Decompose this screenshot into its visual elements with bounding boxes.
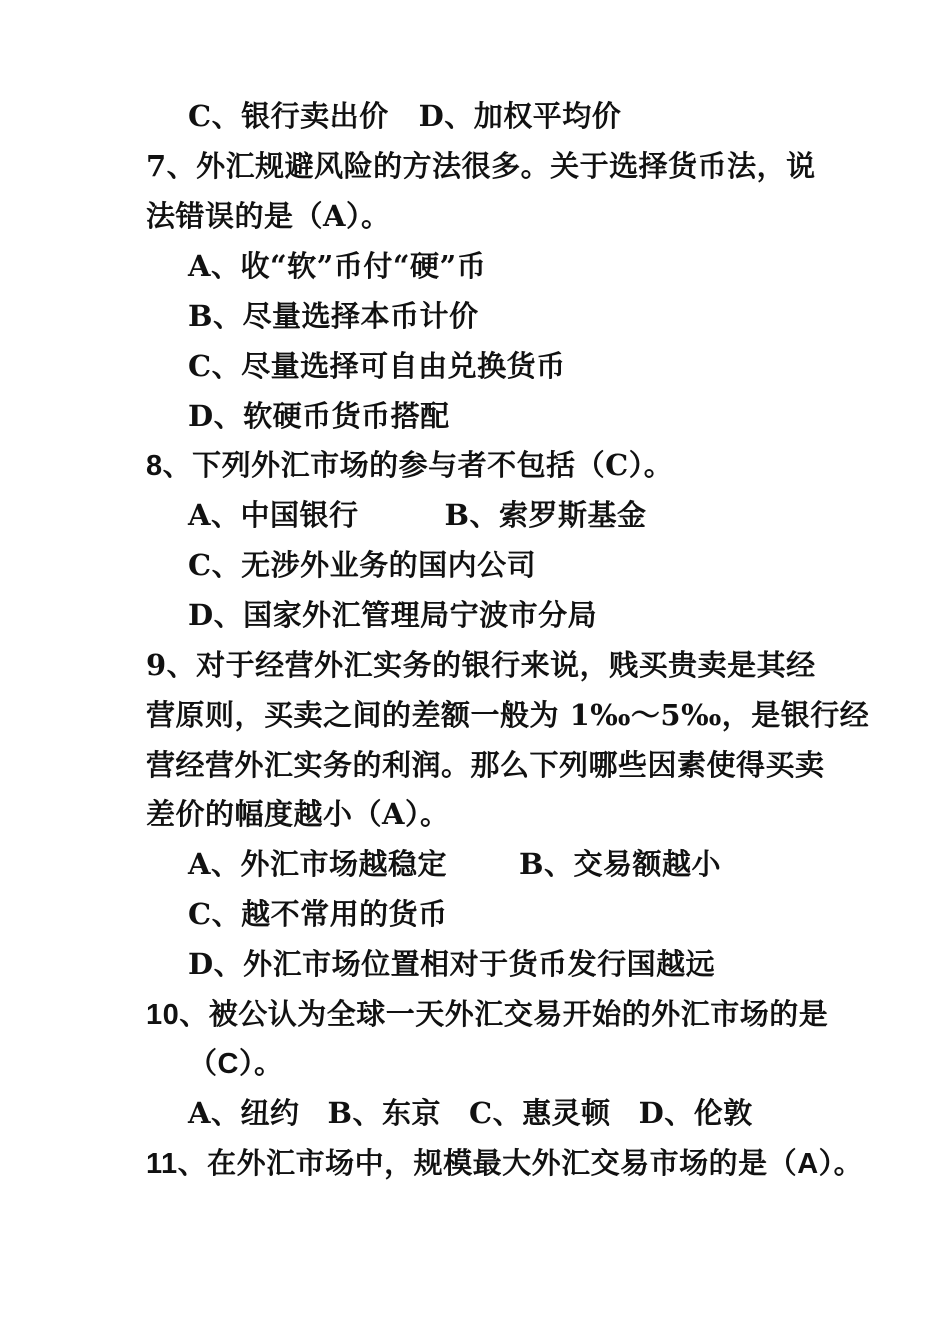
q6-option-d: D、加权平均价 <box>418 99 622 133</box>
q7-option-b: B、尽量选择本币计价 <box>188 299 479 333</box>
q8-option-a: A、中国银行 <box>188 498 359 532</box>
q9-option-d: D、外汇市场位置相对于货币发行国越远 <box>188 947 716 981</box>
q10-option-b: B、东京 <box>327 1096 442 1130</box>
q9-question-line4: 差价的幅度越小（A）。 <box>146 797 450 831</box>
q10-option-a: A、纽约 <box>188 1096 300 1130</box>
q10-text: 、被公认为全球一天外汇交易开始的外汇市场的是 <box>179 997 829 1031</box>
q9-options-ab <box>188 844 721 884</box>
q9-option-c: C、越不常用的货币 <box>188 897 448 931</box>
q8-option-b: B、索罗斯基金 <box>444 498 647 532</box>
q9-question-line2: 营原则，买卖之间的差额一般为 1‰～5‰，是银行经 <box>146 698 870 732</box>
q10-option-d: D、伦敦 <box>638 1096 753 1130</box>
q10-answer: C <box>217 1048 239 1080</box>
q9-option-a: A、外汇市场越稳定 <box>188 847 448 881</box>
q8-number: 8 <box>146 450 163 482</box>
q10-answer-close: ）。 <box>238 1046 284 1080</box>
q10-number: 10 <box>146 999 180 1031</box>
q11-text-b: ）。 <box>818 1146 864 1180</box>
q10-option-c: C、惠灵顿 <box>469 1096 611 1130</box>
q6-options-cd <box>188 96 621 136</box>
q7-question-line2: 法错误的是（A）。 <box>146 199 391 233</box>
q7-option-c: C、尽量选择可自由兑换货币 <box>188 349 566 383</box>
q6-option-c: C、银行卖出价 <box>188 99 389 133</box>
q11-text-a: 、在外汇市场中，规模最大外汇交易市场的是（ <box>177 1146 798 1180</box>
q8-text: 、下列外汇市场的参与者不包括（C）。 <box>162 448 674 482</box>
q10-answer-line <box>188 1043 283 1083</box>
q10-answer-open: （ <box>188 1046 218 1080</box>
q7-option-d: D、软硬币货币搭配 <box>188 399 450 433</box>
q11-answer: A <box>797 1148 819 1180</box>
q7-option-a: A、收“软”币付“硬”币 <box>188 249 487 283</box>
q9-question-line3: 营经营外汇实务的利润。那么下列哪些因素使得买卖 <box>146 748 825 782</box>
q8-question <box>146 445 673 485</box>
q8-options-ab <box>188 495 647 535</box>
q10-question <box>146 994 828 1034</box>
q8-option-c: C、无涉外业务的国内公司 <box>188 548 537 582</box>
q7-question-line1: 7、外汇规避风险的方法很多。关于选择货币法，说 <box>146 149 816 183</box>
q11-question <box>146 1143 863 1183</box>
q11-number: 11 <box>146 1148 178 1180</box>
q9-question-line1: 9、对于经营外汇实务的银行来说，贱买贵卖是其经 <box>146 648 816 682</box>
q10-options <box>188 1093 753 1133</box>
q9-option-b: B、交易额越小 <box>519 847 722 881</box>
q8-option-d: D、国家外汇管理局宁波市分局 <box>188 598 598 632</box>
